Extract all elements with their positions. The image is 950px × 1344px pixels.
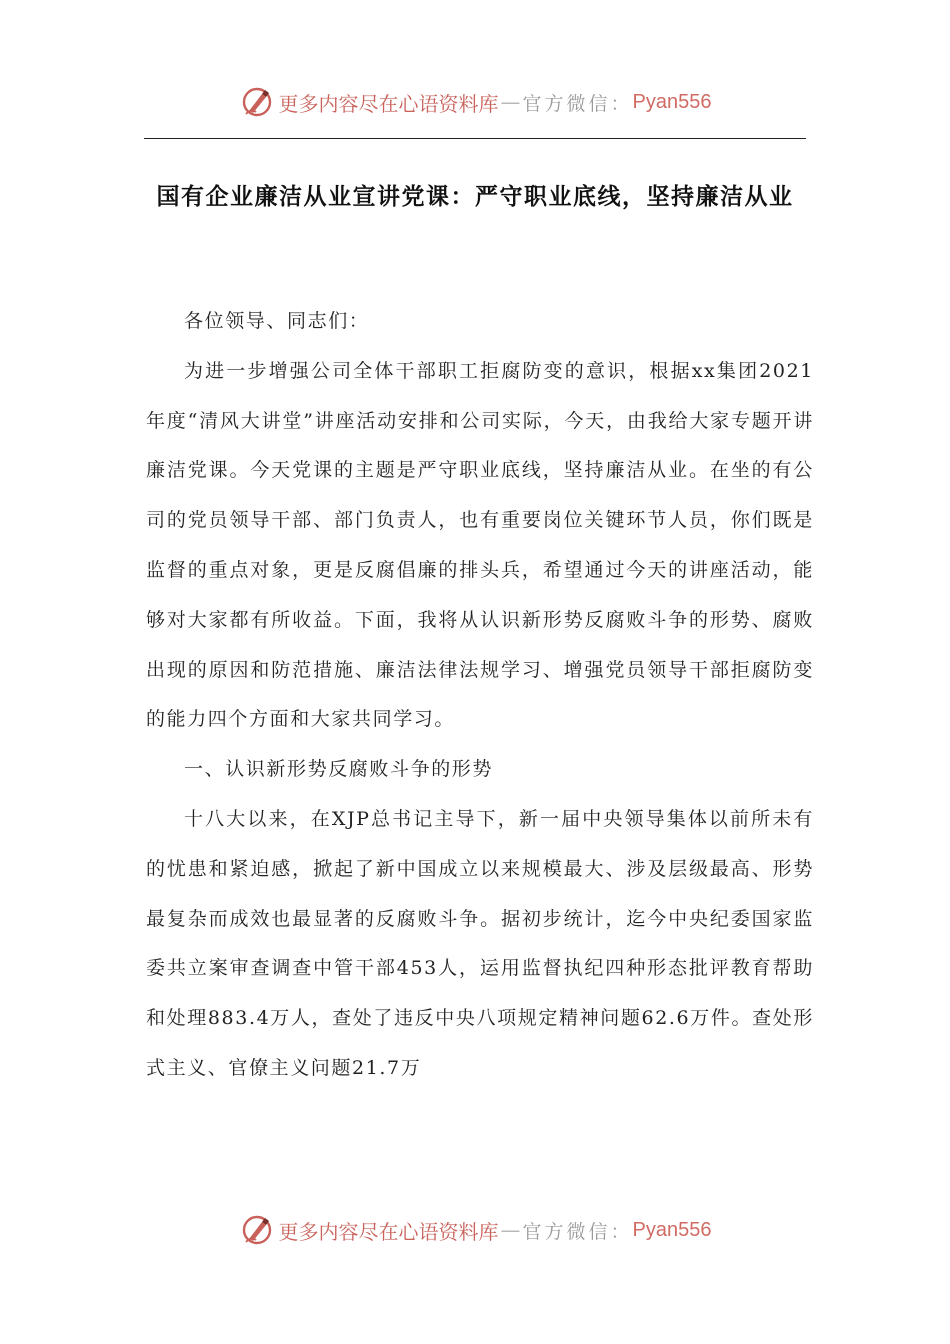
footer-slogan: 更多内容尽在心语资料库 bbox=[278, 1219, 499, 1244]
header-account: Pyan556 bbox=[632, 90, 712, 113]
salutation: 各位领导、同志们： bbox=[184, 310, 370, 332]
footer-account: Pyan556 bbox=[632, 1218, 712, 1241]
header-divider bbox=[144, 138, 806, 139]
footer-wechat-label: 官方微信： bbox=[522, 1220, 633, 1243]
footer-dash: — bbox=[500, 1218, 521, 1242]
paragraph-section-1: 十八大以来，在XJP总书记主导下，新一届中央领导集体以前所未有的忧患和紧迫感，掀起了新中国成立以来规模最大、涉及层级最高、形势最复杂而成效也最显著的反腐败斗争。据初步统计，迄今中央纪委国家监委共立案审查调查中管干部453人，运用监督执纪四种形态批评教育帮助和处理883.4万人，查处了违反中央八项规定精神问题62.6万件。查处形式主义、官僚主义问题21.7万 bbox=[146, 807, 814, 1079]
pen-circle-logo-icon bbox=[239, 84, 275, 120]
header-dash: — bbox=[500, 90, 521, 114]
footer-banner bbox=[0, 1210, 950, 1250]
document-title: 国有企业廉洁从业宣讲党课：严守职业底线，坚持廉洁从业 bbox=[156, 184, 794, 210]
header-slogan: 更多内容尽在心语资料库 bbox=[278, 91, 499, 116]
header-banner bbox=[0, 82, 950, 122]
header-wechat-label: 官方微信： bbox=[522, 92, 633, 115]
pen-circle-logo-icon bbox=[239, 1212, 275, 1248]
section-heading-1: 一、认识新形势反腐败斗争的形势 bbox=[184, 758, 494, 781]
paragraph-intro: 为进一步增强公司全体干部职工拒腐防变的意识，根据xx集团2021年度“清风大讲堂”讲座活动安排和公司实际，今天，由我给大家专题开讲廉洁党课。今天党课的主题是严守职业底线，坚持廉洁从业。在坐的有公司的党员领导干部、部门负责人，也有重要岗位关键环节人员，你们既是监督的重点对象，更是反腐倡廉的排头兵，希望通过今天的讲座活动，能够对大家都有所收益。下面，我将从认识新形势反腐败斗争的形势、腐败出现的原因和防范措施、廉洁法律法规学习、增强党员领导干部拒腐防变的能力四个方面和大家共同学习。 bbox=[146, 359, 814, 731]
document-body bbox=[146, 297, 814, 1094]
